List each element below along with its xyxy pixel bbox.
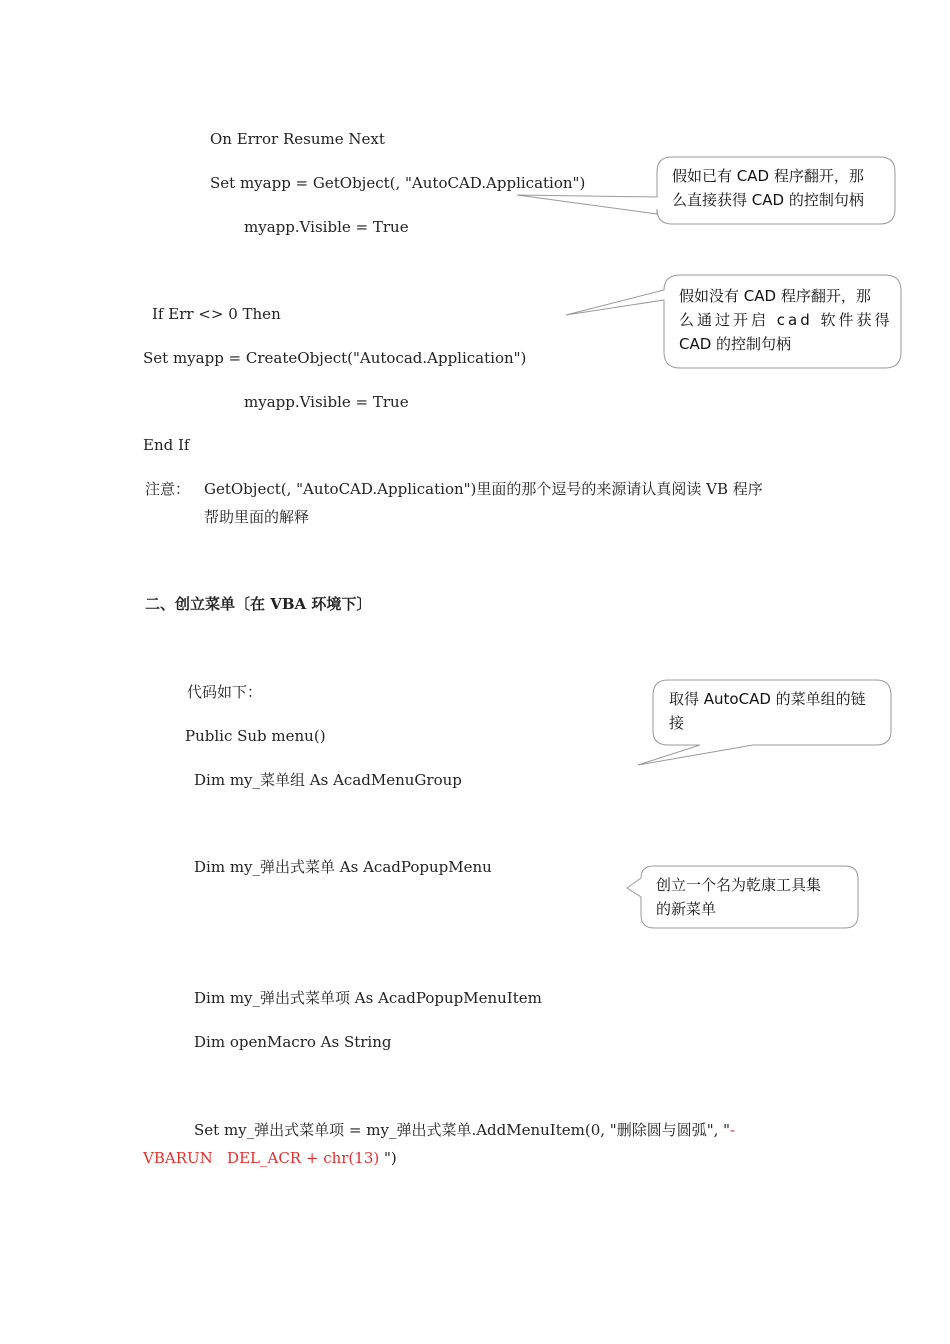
callout-2-line-1: 假如没有 CAD 程序翻开，那	[679, 287, 871, 305]
callout-2-line-3: CAD 的控制句柄	[679, 335, 792, 353]
code-set-getobject: Set myapp = GetObject(, "AutoCAD.Application")	[210, 174, 586, 192]
callout-2	[679, 284, 893, 356]
code-set-item-start: Set my_弹出式菜单项 = my_弹出式菜单.AddMenuItem(0, "删除圆与圆弧", "	[194, 1121, 731, 1139]
code-dim-group: Dim my_菜单组 As AcadMenuGroup	[194, 771, 462, 789]
callout-4-line-2: 的新菜单	[656, 900, 717, 918]
code-on-error: On Error Resume Next	[210, 130, 385, 148]
code-set-item-red-line2: VBARUN DEL_ACR + chr(13)	[143, 1149, 380, 1167]
callout-4	[656, 873, 821, 921]
note-line-2: 帮助里面的解释	[204, 508, 310, 526]
callout-1-line-1: 假如已有 CAD 程序翻开，那	[672, 167, 864, 185]
code-visible-2: myapp.Visible = True	[244, 393, 409, 411]
code-dim-item: Dim my_弹出式菜单项 As AcadPopupMenuItem	[194, 989, 542, 1007]
menu-code-intro: 代码如下：	[187, 683, 263, 701]
code-end-if: End If	[143, 436, 190, 454]
callout-2-line-2: 么通过开启 cad 软件获得	[679, 311, 893, 329]
callout-1-line-2: 么直接获得 CAD 的控制句柄	[672, 191, 864, 209]
note-label: 注意：	[145, 480, 191, 498]
code-dim-macro: Dim openMacro As String	[194, 1033, 392, 1051]
code-set-createobject: Set myapp = CreateObject("Autocad.Application")	[143, 349, 527, 367]
note-line-1: GetObject(, "AutoCAD.Application")里面的那个逗号的来源请认真阅读 VB 程序	[204, 480, 763, 498]
code-dim-popup: Dim my_弹出式菜单 As AcadPopupMenu	[194, 858, 492, 876]
callout-3-line-1: 取得 AutoCAD 的菜单组的链	[669, 690, 866, 708]
code-if-err: If Err <> 0 Then	[152, 305, 281, 323]
code-set-item-red-dash: -	[730, 1121, 736, 1139]
code-public-sub: Public Sub menu()	[185, 727, 326, 745]
code-set-item-end: ")	[379, 1149, 397, 1167]
section-heading: 二、创立菜单〔在 VBA 环境下〕	[145, 595, 372, 613]
callout-1	[672, 164, 864, 212]
code-visible-1: myapp.Visible = True	[244, 218, 409, 236]
callout-4-line-1: 创立一个名为乾康工具集	[656, 876, 822, 894]
callout-3-line-2: 接	[669, 714, 685, 732]
callout-3	[669, 687, 866, 735]
